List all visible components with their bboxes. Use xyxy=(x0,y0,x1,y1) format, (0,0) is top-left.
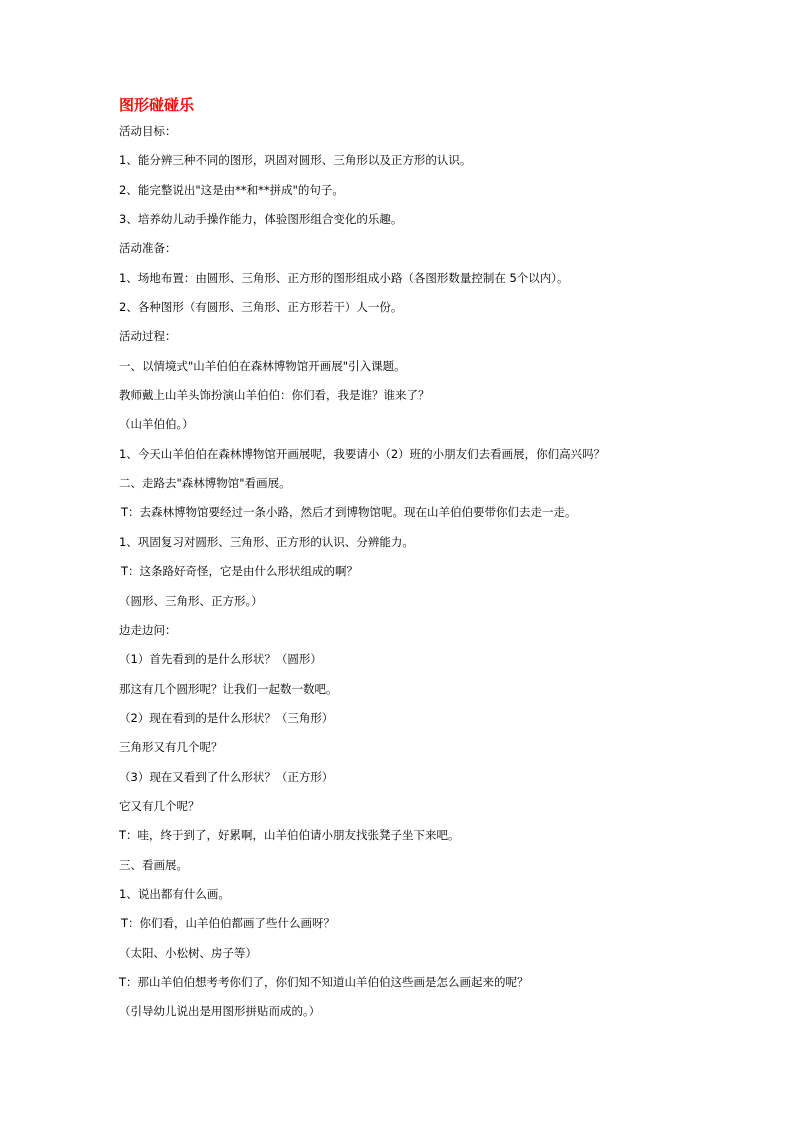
text-line: 三、看画展。 xyxy=(119,857,188,872)
text-line: 1、说出都有什么画。 xyxy=(119,886,230,901)
text-line: 1、场地布置：由圆形、三角形、正方形的图形组成小路（各图形数量控制在 5个以内）。 xyxy=(119,270,569,285)
text-line: 2、各种图形（有圆形、三角形、正方形若干）人一份。 xyxy=(119,300,403,315)
text-line: 1、能分辨三种不同的图形，巩固对圆形、三角形以及正方形的认识。 xyxy=(119,153,472,168)
text-line: 三角形又有几个呢？ xyxy=(119,740,223,755)
text-line: 活动准备： xyxy=(119,241,177,256)
text-line: （3）现在又看到了什么形状？（正方形） xyxy=(119,769,334,784)
text-line: T：哇，终于到了，好累啊，山羊伯伯请小朋友找张凳子坐下来吧。 xyxy=(119,828,460,843)
text-line: 边走边问： xyxy=(119,622,177,637)
text-line: 它又有几个呢？ xyxy=(119,798,200,813)
text-line: （引导幼儿说出是用图形拼贴而成的。） xyxy=(119,1004,321,1019)
text-line: T：你们看，山羊伯伯都画了些什么画呀？ xyxy=(121,916,336,931)
text-line: 一、以情境式"山羊伯伯在森林博物馆开画展"引入课题。 xyxy=(119,358,406,373)
text-line: 2、能完整说出"这是由**和**拼成"的句子。 xyxy=(119,182,344,197)
text-line: 二、走路去"森林博物馆"看画展。 xyxy=(119,476,291,491)
text-line: 那这有几个圆形呢？让我们一起数一数吧。 xyxy=(119,681,338,696)
text-line: （太阳、小松树、房子等） xyxy=(119,945,257,960)
text-line: 1、今天山羊伯伯在森林博物馆开画展呢，我要请小（2）班的小朋友们去看画展，你们高兴吗？ xyxy=(119,446,606,461)
text-line: T：去森林博物馆要经过一条小路，然后才到博物馆呢。现在山羊伯伯要带你们去走一走。 xyxy=(121,505,577,520)
text-line: （圆形、三角形、正方形。） xyxy=(119,593,263,608)
text-line: （1）首先看到的是什么形状？（圆形） xyxy=(119,652,322,667)
text-line: （2）现在看到的是什么形状？（三角形） xyxy=(119,710,334,725)
document-body xyxy=(119,95,679,1033)
text-line: （山羊伯伯。） xyxy=(119,417,194,432)
text-line: 教师戴上山羊头饰扮演山羊伯伯：你们看，我是谁？谁来了？ xyxy=(119,388,430,403)
text-line: 3、培养幼儿动手操作能力，体验图形组合变化的乐趣。 xyxy=(119,212,403,227)
text-line: 1、巩固复习对圆形、三角形、正方形的认识、分辨能力。 xyxy=(119,534,414,549)
text-line: T：这条路好奇怪，它是由什么形状组成的啊？ xyxy=(121,564,359,579)
text-line: 活动过程： xyxy=(119,329,177,344)
document-title: 图形碰碰乐 xyxy=(119,96,195,114)
text-line: T：那山羊伯伯想考考你们了，你们知不知道山羊伯伯这些画是怎么画起来的呢？ xyxy=(119,974,529,989)
text-line: 活动目标： xyxy=(119,124,177,138)
